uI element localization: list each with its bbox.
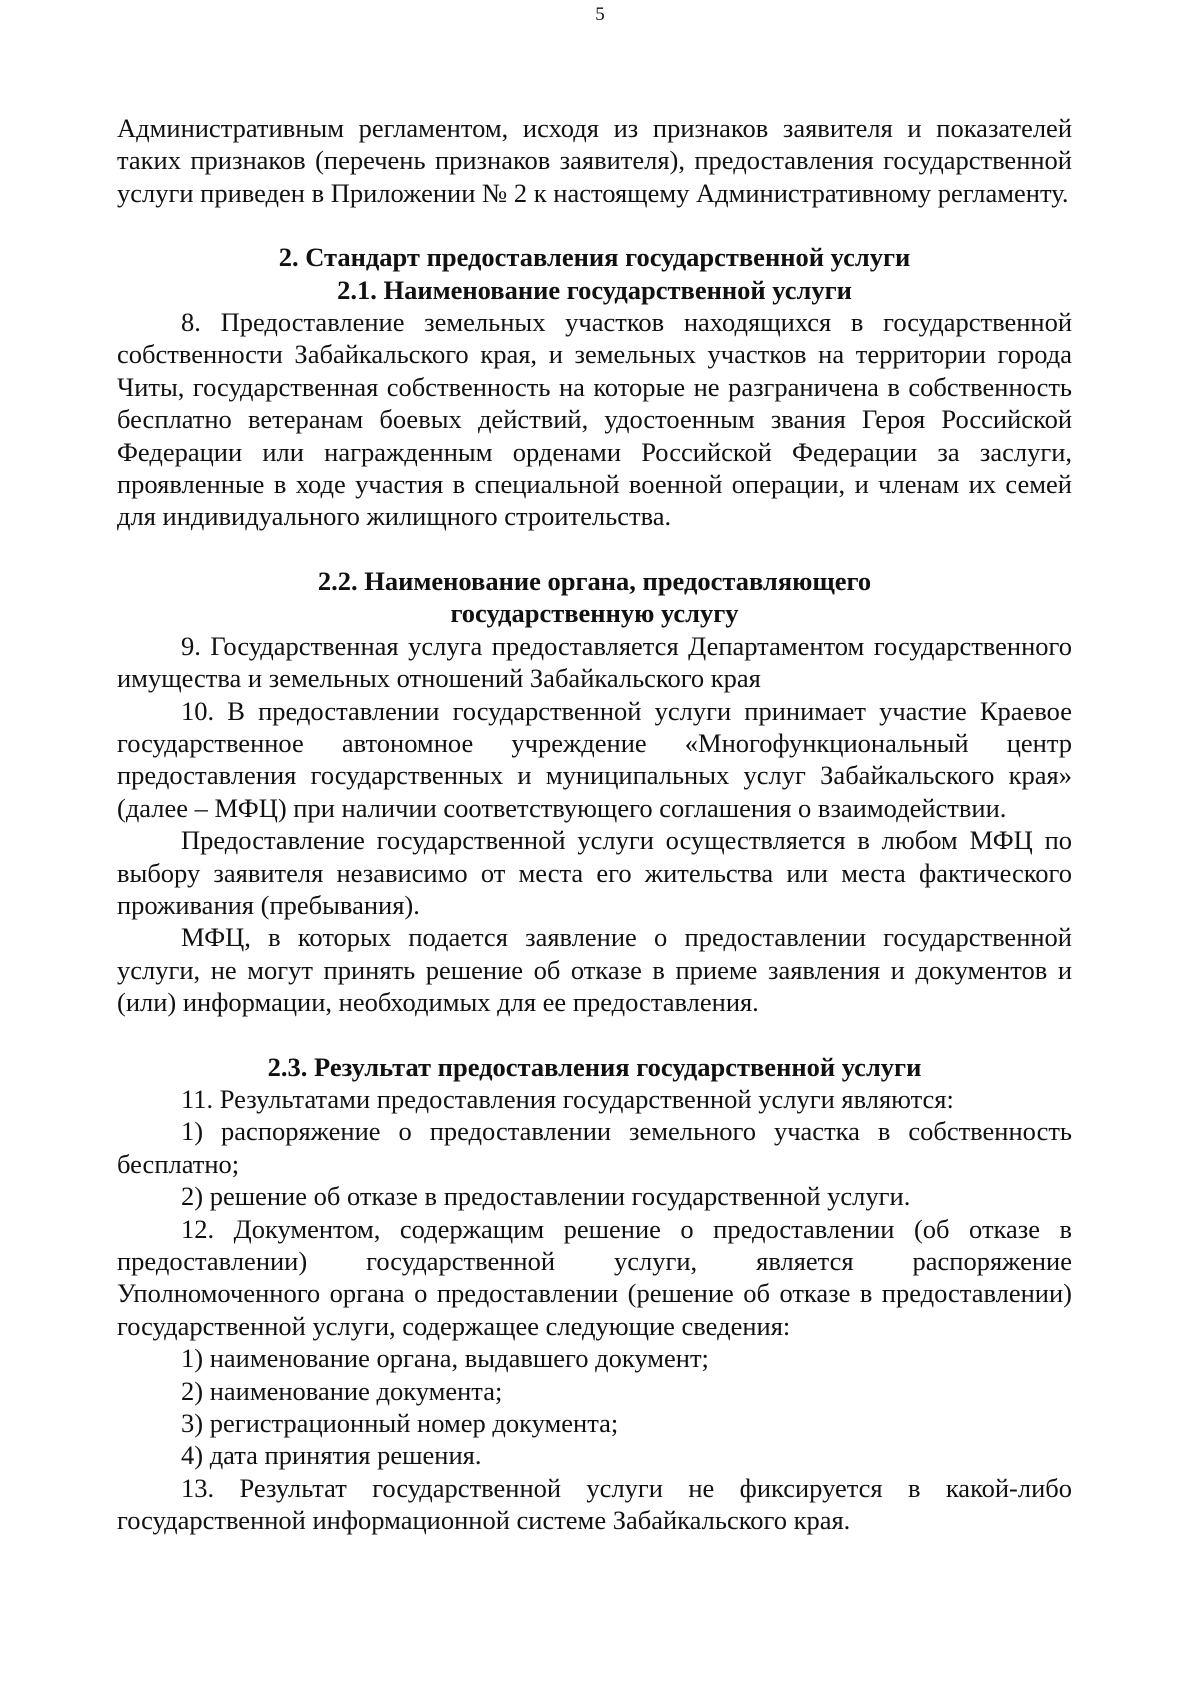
subsection-heading-2-2-line1: 2.2. Наименование органа, предоставляющего	[317, 565, 872, 596]
document-body	[117, 112, 1072, 1537]
subsection-heading-2-2-line2: государственную услугу	[450, 598, 739, 629]
paragraph-11: 11. Результатами предоставления государственной услуги являются:	[181, 1083, 954, 1114]
paragraph-10-mfc-no-refusal: МФЦ, в которых подается заявление о предоставлении государственной услуги, не могут принять решение об отказе в приеме заявления и документов и (или) информации, необходимых для ее предоставления.	[117, 922, 1072, 1018]
paragraph-12-item-3: 3) регистрационный номер документа;	[181, 1408, 619, 1439]
paragraph-12-item-2: 2) наименование документа;	[181, 1375, 503, 1406]
subsection-heading-2-1: 2.1. Наименование государственной услуги	[337, 274, 852, 305]
paragraph-12-item-1: 1) наименование органа, выдавшего документ;	[181, 1343, 709, 1374]
paragraph-10-mfc-any: Предоставление государственной услуги осуществляется в любом МФЦ по выбору заявителя независимо от места его жительства или места фактического проживания (пребывания).	[117, 825, 1072, 920]
page-number: 5	[595, 4, 605, 25]
subsection-heading-2-3: 2.3. Результат предоставления государственной услуги	[267, 1051, 922, 1082]
paragraph-10: 10. В предоставлении государственной услуги принимает участие Краевое государственное автономное учреждение «Многофункциональный центр предоставления государственных и муниципальных услуг Забайкальского края» (далее – МФЦ) при наличии соответствующего соглашения о взаимодействии.	[117, 695, 1072, 823]
paragraph-11-item-2: 2) решение об отказе в предоставлении государственной услуги.	[181, 1181, 911, 1212]
section-heading-2: 2. Стандарт предоставления государственной услуги	[278, 242, 911, 273]
paragraph-9: 9. Государственная услуга предоставляется Департаментом государственного имущества и земельных отношений Забайкальского края	[117, 630, 1072, 694]
paragraph-8: 8. Предоставление земельных участков находящихся в государственной собственности Забайкальского края, и земельных участков на территории города Читы, государственная собственность на которые не разграничена в собственность бесплатно ветеранам боевых действий, удостоенным звания Героя Российской Федерации или награжденным орденами Российской Федерации за заслуги, проявленные в ходе участия в специальной военной операции, и членам их семей для индивидуального жилищного строительства.	[117, 307, 1072, 532]
paragraph-continuation: Административным регламентом, исходя из признаков заявителя и показателей таких признаков (перечень признаков заявителя), предоставления государственной услуги приведен в Приложении № 2 к настоящему Административному регламенту.	[117, 113, 1072, 208]
paragraph-12-item-4: 4) дата принятия решения.	[181, 1440, 482, 1471]
paragraph-11-item-1: 1) распоряжение о предоставлении земельного участка в собственность бесплатно;	[117, 1116, 1072, 1179]
paragraph-12: 12. Документом, содержащим решение о предоставлении (об отказе в предоставлении) государственной услуги, является распоряжение Уполномоченного органа о предоставлении (решение об отказе в предоставлении) государственной услуги, содержащее следующие сведения:	[117, 1213, 1072, 1341]
paragraph-13: 13. Результат государственной услуги не фиксируется в какой-либо государственной информационной системе Забайкальского края.	[117, 1472, 1072, 1536]
